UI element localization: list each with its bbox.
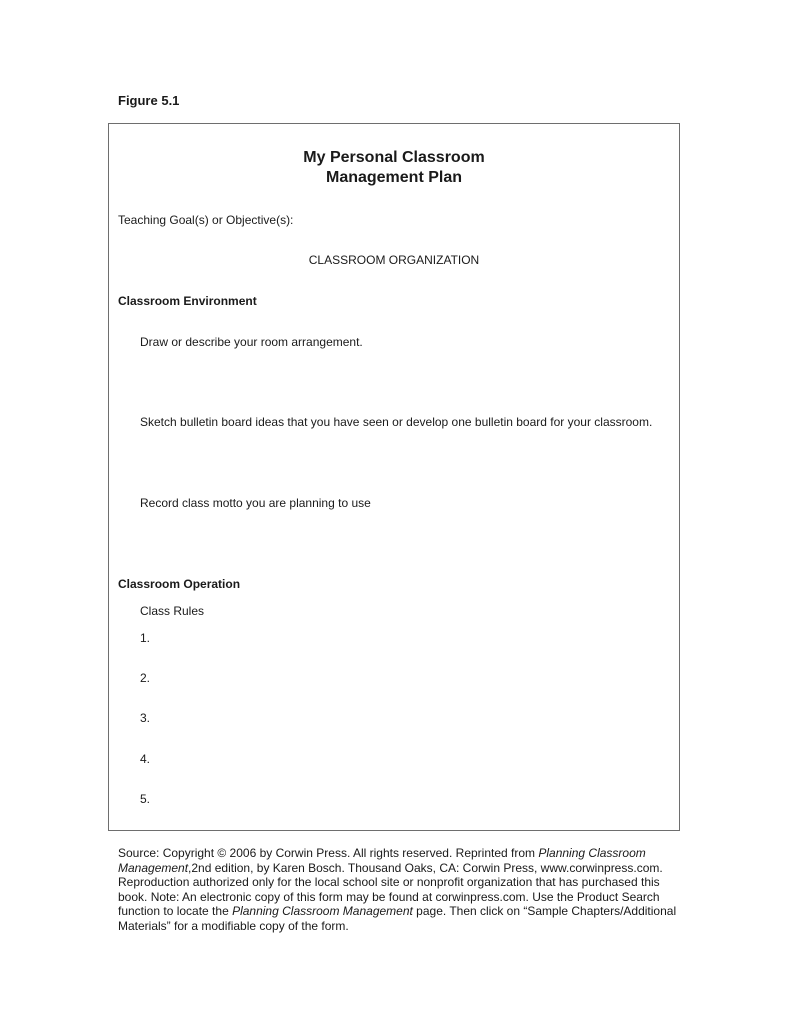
form-title-line2: Management Plan <box>325 169 463 186</box>
bulletin-board-prompt: Sketch bulletin board ideas that you have seen or develop one bulletin board for your classroom. <box>140 415 653 429</box>
footnote-text: Source: Copyright © 2006 by Corwin Press. All rights reserved. Reprinted from <box>118 846 539 860</box>
teaching-goals-label: Teaching Goal(s) or Objective(s): <box>118 213 294 227</box>
form-box <box>108 123 680 831</box>
form-title <box>109 148 679 188</box>
book-title: Planning Classroom Management <box>232 904 413 919</box>
classroom-environment-heading: Classroom Environment <box>118 294 257 308</box>
section-heading-organization: CLASSROOM ORGANIZATION <box>308 253 480 267</box>
figure-label: Figure 5.1 <box>118 93 180 108</box>
rule-item: 2. <box>140 671 151 685</box>
rule-item: 4. <box>140 752 151 766</box>
rule-item: 5. <box>140 792 151 806</box>
classroom-operation-heading: Classroom Operation <box>118 577 241 591</box>
class-rules-label: Class Rules <box>140 604 205 618</box>
class-motto-prompt: Record class motto you are planning to use <box>140 496 371 510</box>
room-arrangement-prompt: Draw or describe your room arrangement. <box>140 335 363 349</box>
footnote-text: ,2nd edition, by Karen Bosch. Thousand Oaks, CA: Corwin Press, www.corwinpress.com. Reproduction authorized only for the local school site or nonprofit organization that has purchased this book. Note: An electronic copy of this form may be found at corwinpress.com. Use the Product Search function to locate the <box>118 860 663 919</box>
rule-item: 1. <box>140 631 151 645</box>
rule-item: 3. <box>140 711 151 725</box>
footnote-text: page. Then click on “Sample Chapters/Additional Materials” for a modifiable copy of the form. <box>118 904 677 933</box>
source-footnote <box>118 846 678 934</box>
form-title-line1: My Personal Classroom <box>303 149 485 166</box>
book-title: Planning Classroom Management <box>118 846 646 875</box>
